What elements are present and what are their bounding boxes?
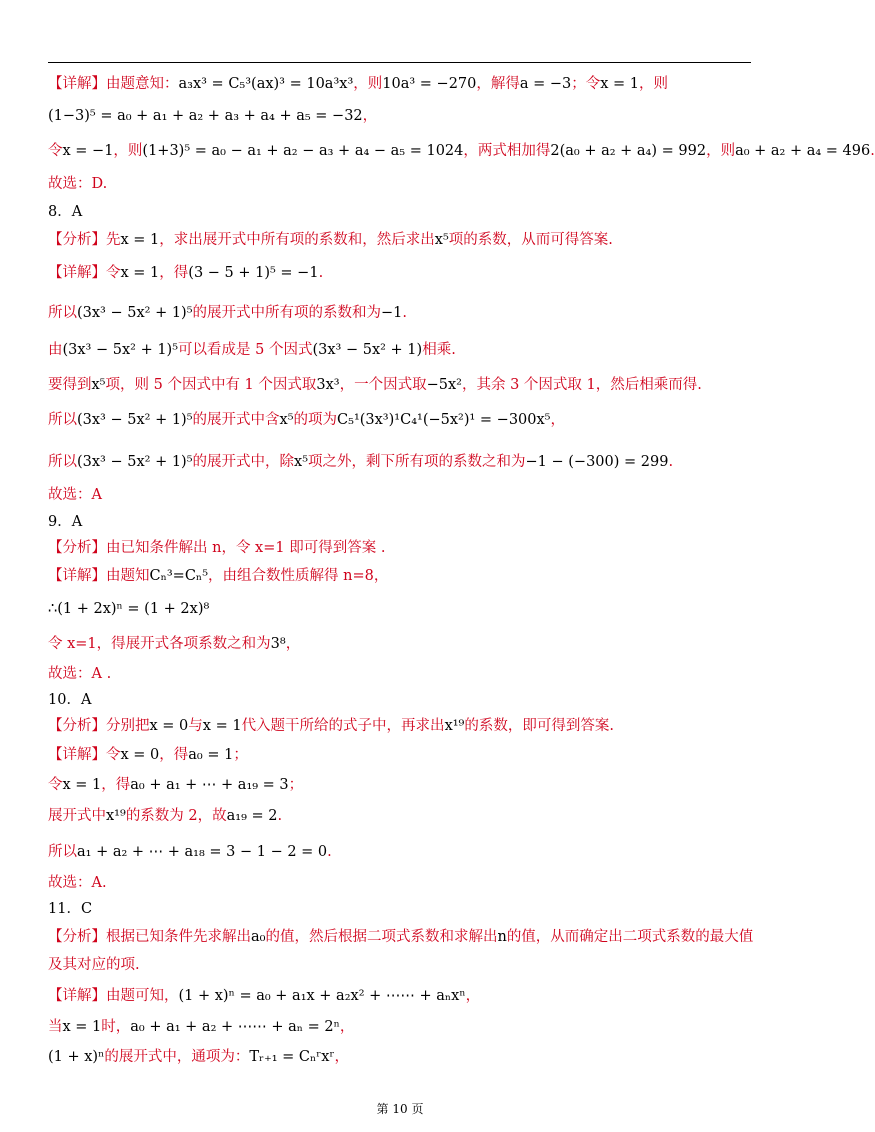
math-expression: (3x³ − 5x² + 1)⁵ [77,305,193,321]
math-expression: 10a³ = −270 [382,76,477,92]
explanation-text: . [870,143,875,159]
math-expression: x¹⁹ [106,808,126,824]
math-expression: x = 1 [202,718,242,734]
explanation-text: ，得 [159,265,189,281]
explanation-text: 的展开式中，通项为： [104,1049,250,1065]
math-expression: 10．A [48,692,92,708]
explanation-text: ， [334,1049,350,1065]
math-expression: x = 1 [62,777,102,793]
math-expression: x = 0 [120,747,160,763]
math-expression: x⁵ [279,412,294,428]
explanation-text: ， [362,108,378,124]
explanation-text: ，则 [639,76,669,92]
math-expression: n [497,929,507,945]
explanation-text: 故选：D. [48,176,108,192]
explanation-text: ，由组合数性质解得 n=8， [208,568,389,584]
math-expression: a₁₉ = 2 [226,808,278,824]
explanation-text: 【详解】令 [48,265,121,281]
text-line [48,340,456,360]
text-line [48,842,332,862]
explanation-text: 故选：A. [48,875,107,891]
math-expression: x⁵ [91,377,106,393]
text-line [48,263,323,283]
math-expression: x⁵ [294,454,309,470]
explanation-text: 的系数为 2，故 [125,808,227,824]
explanation-text: 的值，然后根据二项式系数和求解出 [265,929,498,945]
math-expression: 11．C [48,901,93,917]
explanation-text: 当 [48,1019,63,1035]
explanation-text: ， [285,636,301,652]
math-expression: (1+3)⁵ = a₀ − a₁ + a₂ − a₃ + a₄ − a₅ = 1024 [142,143,464,159]
math-expression: a = −3 [519,76,572,92]
explanation-text: 的项为 [293,412,338,428]
math-expression: a₁ + a₂ + ⋯ + a₁₈ = 3 − 1 − 2 = 0 [77,844,328,860]
text-line [48,873,107,893]
explanation-text: ； [288,777,304,793]
text-line [48,775,303,795]
explanation-text: ，解得 [476,76,520,92]
explanation-text: 项的系数，从而可得答案. [448,232,613,248]
explanation-text: 项，则 5 个因式中有 1 个因式取 [105,377,317,393]
text-line [48,716,614,736]
math-expression: x¹⁹ [444,718,465,734]
explanation-text: 令 [48,777,63,793]
text-line [48,634,300,654]
explanation-text: 【分析】先 [48,232,121,248]
math-expression: −5x² [426,377,462,393]
math-expression: 3x³ [316,377,340,393]
text-line [48,375,702,395]
math-expression: Tᵣ₊₁ = Cₙʳxʳ [249,1049,335,1065]
text-line [48,1047,349,1067]
explanation-text: 【详解】令 [48,747,121,763]
text-line [48,599,209,619]
math-expression: ∴(1 + 2x)ⁿ = (1 + 2x)⁸ [48,601,210,617]
explanation-text: 时， [101,1019,131,1035]
explanation-text: 【分析】根据已知条件先求解出 [48,929,251,945]
explanation-text: ，得 [101,777,131,793]
math-expression: −1 − (−300) = 299 [525,454,669,470]
text-line [48,664,111,684]
math-expression: x = 1 [120,265,160,281]
explanation-text: 所以 [48,412,77,428]
explanation-text: ， [465,988,481,1004]
math-expression: a₀ + a₁ + a₂ + ⋯⋯ + aₙ = 2ⁿ [130,1019,340,1035]
text-line [48,202,82,222]
math-expression: x = 1 [62,1019,102,1035]
math-expression: −1 [381,305,403,321]
explanation-text: 【分析】分别把 [48,718,150,734]
text-line [48,690,91,710]
text-line [48,1017,354,1037]
math-expression: (3x³ − 5x² + 1) [312,342,423,358]
explanation-text: ，则 [353,76,383,92]
math-expression: (1 + x)ⁿ [48,1049,105,1065]
explanation-text: 项之外，剩下所有项的系数之和为 [308,454,526,470]
explanation-text: 由 [48,342,63,358]
math-expression: 2(a₀ + a₂ + a₄) = 992 [550,143,707,159]
text-line [48,74,668,94]
text-line [48,174,107,194]
text-line [48,986,480,1006]
explanation-text: . [668,454,674,470]
explanation-text: . [327,844,332,860]
explanation-text: 展开式中 [48,808,106,824]
math-expression: (1−3)⁵ = a₀ + a₁ + a₂ + a₃ + a₄ + a₅ = −32 [48,108,363,124]
explanation-text: 的展开式中含 [192,412,280,428]
math-expression: a₀ + a₂ + a₄ = 496 [735,143,871,159]
math-expression: 8．A [48,204,83,220]
math-expression: (3x³ − 5x² + 1)⁵ [62,342,179,358]
math-expression: 9．A [48,514,83,530]
explanation-text: 及其对应的项. [48,957,140,973]
explanation-text: 故选：A [48,487,102,503]
explanation-text: 令 x=1，得展开式各项系数之和为 [48,636,271,652]
explanation-text: ； [233,747,248,763]
math-expression: x⁵ [434,232,449,248]
math-expression: 3⁸ [270,636,286,652]
explanation-text: . [318,265,324,281]
math-expression: a₀ [251,929,266,945]
text-line [48,566,388,586]
explanation-text: . [402,305,408,321]
math-expression: C₅¹(3x³)¹C₄¹(−5x²)¹ = −300x⁵ [337,412,551,428]
text-line [48,106,377,126]
explanation-text: 所以 [48,454,77,470]
explanation-text: 相乘. [422,342,456,358]
explanation-text: ，一个因式取 [339,377,427,393]
text-line [48,806,282,826]
text-line [48,303,407,323]
explanation-text: ，则 [706,143,736,159]
text-line [48,141,875,161]
explanation-text: 所以 [48,305,77,321]
explanation-text: 可以看成是 5 个因式 [178,342,313,358]
explanation-text: 的展开式中所有项的系数和为 [192,305,382,321]
text-line [48,410,565,430]
explanation-text: 【详解】由题可知， [48,988,179,1004]
math-expression: x = 0 [149,718,189,734]
explanation-text: 的系数，即可得到答案. [464,718,614,734]
math-expression: (3x³ − 5x² + 1)⁵ [77,412,193,428]
header-rule [48,62,751,63]
math-expression: x = −1 [62,143,114,159]
explanation-text: ，求出展开式中所有项的系数和，然后求出 [159,232,435,248]
text-line [48,899,92,919]
explanation-text: ，两式相加得 [463,143,551,159]
explanation-text: ，则 [113,143,143,159]
math-expression: Cₙ³=Cₙ⁵ [149,568,209,584]
explanation-text: 代入题干所给的式子中，再求出 [241,718,445,734]
explanation-text: 与 [188,718,203,734]
math-expression: a₀ + a₁ + ⋯ + a₁₉ = 3 [130,777,289,793]
explanation-text: 【详解】由题意知： [48,76,179,92]
math-expression: x = 1 [600,76,640,92]
explanation-text: 【分析】由已知条件解出 n，令 x=1 即可得到答案 . [48,540,386,556]
explanation-text: 【详解】由题知 [48,568,150,584]
explanation-text: 所以 [48,844,77,860]
explanation-text: 的展开式中，除 [192,454,295,470]
explanation-text: ；令 [571,76,601,92]
text-line [48,485,102,505]
explanation-text: ，得 [159,747,189,763]
explanation-text: 的值，从而确定出二项式系数的最大值 [506,929,754,945]
text-line [48,955,140,975]
explanation-text: . [277,808,283,824]
explanation-text: 要得到 [48,377,92,393]
explanation-text: ，其余 3 个因式取 1，然后相乘而得. [461,377,702,393]
explanation-text: ， [339,1019,355,1035]
page-footer: 第 10 页 [376,1102,424,1116]
text-line [48,452,673,472]
math-expression: (3 − 5 + 1)⁵ = −1 [188,265,319,281]
text-line [48,538,385,558]
math-expression: (3x³ − 5x² + 1)⁵ [77,454,193,470]
explanation-text: 令 [48,143,63,159]
text-line [48,230,613,250]
text-line [48,927,753,947]
math-expression: a₃x³ = C₅³(ax)³ = 10a³x³ [178,76,354,92]
text-line [48,745,248,765]
explanation-text: 故选：A . [48,666,112,682]
math-expression: x = 1 [120,232,160,248]
text-line [48,512,82,532]
math-expression: a₀ = 1 [188,747,234,763]
math-expression: (1 + x)ⁿ = a₀ + a₁x + a₂x² + ⋯⋯ + aₙxⁿ [178,988,466,1004]
explanation-text: ， [550,412,565,428]
